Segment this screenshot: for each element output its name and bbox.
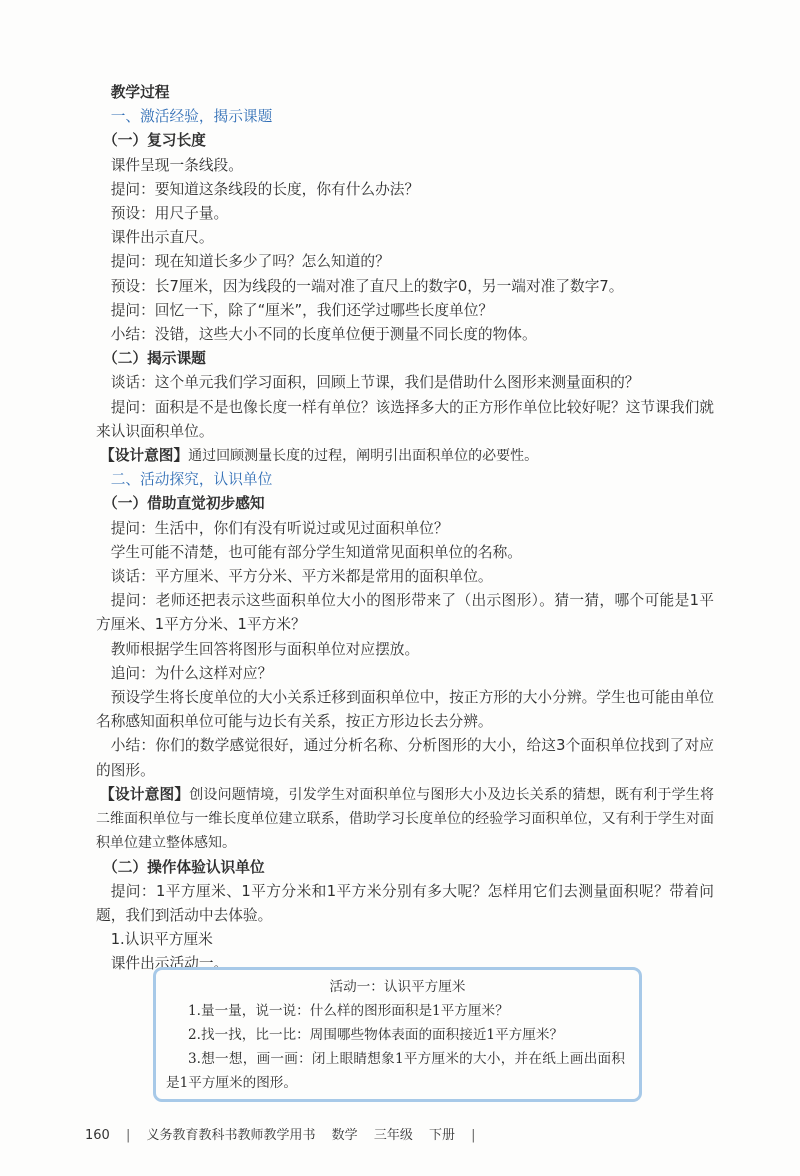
paragraph: 提问：1平方厘米、1平方分米和1平方米分别有多大呢？怎样用它们去测量面积呢？带着问题，我们到活动中去体验。 <box>96 882 714 924</box>
page-number: 160 <box>85 1128 110 1143</box>
paragraph: 提问：要知道这条线段的长度，你有什么办法？ <box>110 180 420 198</box>
activity-item: 1.量一量，说一说：什么样的图形面积是1平方厘米？ <box>188 1003 509 1019</box>
paragraph: 提问：老师还把表示这些面积单位大小的图形带来了（出示图形）。猜一猜，哪个可能是1平方厘米、1平方分米、1平方米？ <box>96 592 714 634</box>
paragraph: 学生可能不清楚，也可能有部分学生知道常见面积单位的名称。 <box>110 543 522 561</box>
paragraph: 提问：面积是不是也像长度一样有单位？该选择多大的正方形作单位比较好呢？这节课我们就来认识面积单位。 <box>96 398 714 440</box>
grade: 三年级 <box>373 1128 413 1143</box>
paragraph: 提问：生活中，你们有没有听说过或见过面积单位？ <box>110 519 449 537</box>
part2-heading: 二、活动探究，认识单位 <box>110 471 273 489</box>
design-intent-label: 【设计意图】 <box>100 785 190 803</box>
design-intent-1 <box>96 444 714 468</box>
paragraph: 预设：长7厘米，因为线段的一端对准了直尺上的数字0，另一端对准了数字7。 <box>110 277 624 295</box>
volume: 下册 <box>428 1128 455 1143</box>
paragraph: 预设学生将长度单位的大小关系迁移到面积单位中，按正方形的大小分辨。学生也可能由单位名称感知面积单位可能与边长有关系，按正方形边长去分辨。 <box>96 689 714 731</box>
page-footer <box>85 1124 488 1143</box>
part2-sub1-heading: （一）借助直觉初步感知 <box>103 495 265 513</box>
subject: 数学 <box>331 1128 358 1143</box>
design-intent-label: 【设计意图】 <box>100 447 189 465</box>
book-title: 义务教育教科书教师教学用书 <box>146 1128 316 1143</box>
design-intent-text: 创设问题情境，引发学生对面积单位与图形大小及边长关系的猜想，既有利于学生将二维面积单位与一维长度单位建立联系，借助学习长度单位的经验学习面积单位，又有利于学生对面积单位建立整体感知。 <box>96 786 714 852</box>
part1-heading: 一、激活经验，揭示课题 <box>110 108 273 126</box>
paragraph: 提问：现在知道长多少了吗？怎么知道的？ <box>110 253 390 271</box>
paragraph: 谈话：这个单元我们学习面积，回顾上节课，我们是借助什么图形来测量面积的？ <box>110 374 640 392</box>
paragraph: 追问：为什么这样对应？ <box>110 664 273 682</box>
paragraph: 教师根据学生回答将图形与面积单位对应摆放。 <box>110 640 420 658</box>
paragraph: 1.认识平方厘米 <box>110 931 213 949</box>
paragraph: 课件出示直尺。 <box>110 229 214 247</box>
part1-sub1-heading: （一）复习长度 <box>103 132 206 150</box>
activity-title: 活动一：认识平方厘米 <box>329 979 466 995</box>
paragraph: 小结：没错，这些大小不同的长度单位便于测量不同长度的物体。 <box>110 326 537 344</box>
paragraph: 课件出示活动一。 <box>110 955 229 973</box>
paragraph: 谈话：平方厘米、平方分米、平方米都是常用的面积单位。 <box>110 568 493 586</box>
part2-sub2-heading: （二）操作体验认识单位 <box>103 858 265 876</box>
design-intent-text: 通过回顾测量长度的过程，阐明引出面积单位的必要性。 <box>188 448 539 465</box>
page-body <box>96 81 714 977</box>
activity-box <box>153 967 642 1102</box>
paragraph: 预设：用尺子量。 <box>110 205 229 223</box>
paragraph: 提问：回忆一下，除了“厘米”，我们还学过哪些长度单位？ <box>110 301 494 319</box>
design-intent-2 <box>96 783 714 856</box>
paragraph: 小结：你们的数学感觉很好，通过分析名称、分析图形的大小，给这3个面积单位找到了对应的图形。 <box>96 737 714 779</box>
part1-sub2-heading: （二）揭示课题 <box>103 350 206 368</box>
paragraph: 课件呈现一条线段。 <box>110 156 243 174</box>
activity-item: 2.找一找，比一比：周围哪些物体表面的面积接近1平方厘米？ <box>188 1027 564 1043</box>
footer-divider: | <box>125 1128 131 1143</box>
section-title: 教学过程 <box>110 84 170 101</box>
activity-item: 3.想一想，画一画：闭上眼睛想象1平方厘米的大小，并在纸上画出面积是1平方厘米的图形。 <box>166 1051 625 1091</box>
footer-divider: | <box>471 1128 476 1143</box>
